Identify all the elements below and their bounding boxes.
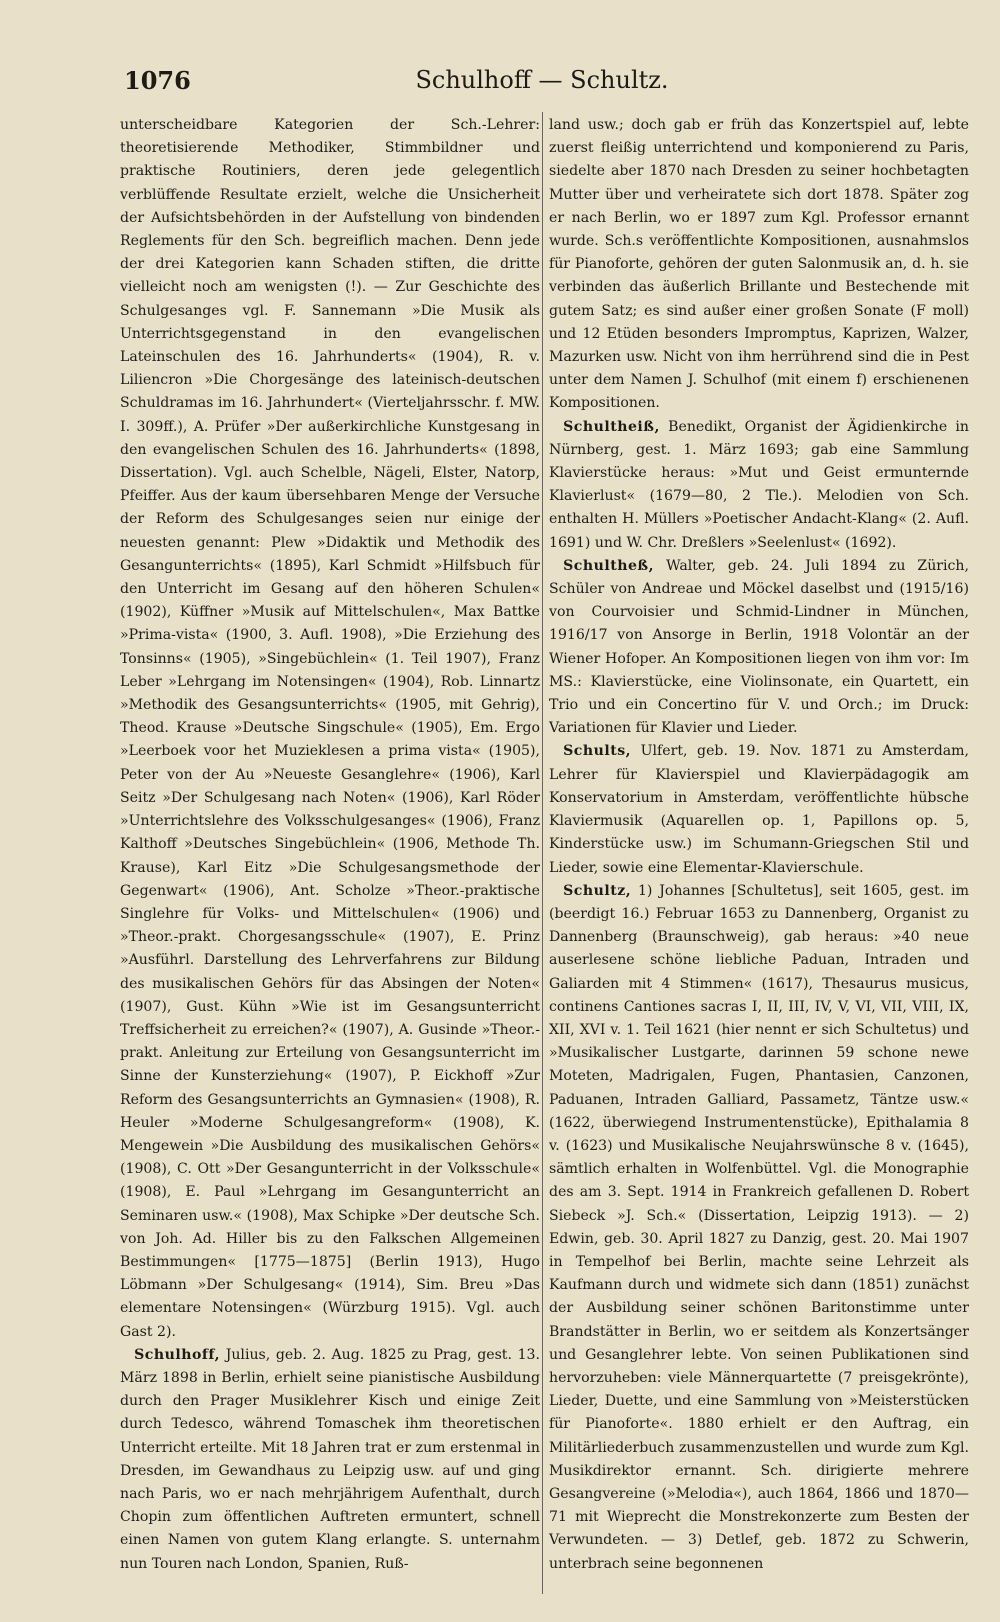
schulgesang-continuation: unterscheidbare Kategorien der Sch.-Lehrer: theoretisierende Methodiker, Stimmbildner und praktische Routiniers, deren jede gelegentlich verblüffende Resultate erzielt, welche die Unsicherheit der Aufsichtsbehörden in der Aufstellung von bindenden Reglements für den Sch. begreiflich machen. Denn jede der drei Kategorien kann Schaden stiften, die dritte vielleicht noch am wenigsten (!). — Zur Geschichte des Schulgesanges vgl. F. Sannemann »Die Musik als Unterrichtsgegenstand in den evangelischen Lateinschulen des 16. Jahrhunderts« (1904), R. v. Liliencron »Die Chorgesänge des lateinisch-deutschen Schuldramas im 16. Jahrhundert« (Vierteljahrsschr. f. MW. I. 309ff.), A. Prüfer »Der außerkirchliche Kunstgesang in den evangelischen Schulen des 16. Jahrhunderts« (1898, Dissertation). Vgl. auch Schelble, Nägeli, Elster, Natorp, Pfeiffer. Aus der kaum übersehbaren Menge der Versuche der Reform des Schulgesanges seien nur einige der neuesten genannt: Plew »Didaktik und Methodik des Gesangunterrichts« (1895), Karl Schmidt »Hilfsbuch für den Unterricht im Gesang auf den höheren Schulen« (1902), Küffner »Musik auf Mittelschulen«, Max Battke »Prima-vista« (1900, 3. Aufl. 1908), »Die Erziehung des Tonsinns« (1905), »Singebüchlein« (1. Teil 1907), Franz Leber »Lehrgang im Notensingen« (1904), Rob. Linnartz »Methodik des Gesangsunterrichts« (1905, mit Gehrig), Theod. Krause »Deutsche Singschule« (1905), Em. Ergo »Leerboek voor het Muzieklesen a prima vista« (1905), Peter von der Au »Neueste Gesanglehre« (1906), Karl Seitz »Der Schulgesang nach Noten« (1906), Karl Röder »Unterrichtslehre des Volksschulgesanges« (1906), Franz Kalthoff »Deutsches Singebüchlein« (1906, Methode Th. Krause), Karl Eitz »Die Schulgesangsmethode der Gegenwart« (1906), Ant. Scholze »Theor.-praktische Singlehre für Volks- und Mittelschulen« (1906) und »Theor.-prakt. Chorgesangsschule« (1907), E. Prinz »Ausführl. Darstellung des Lehrverfahrens zur Bildung des musikalischen Gehörs für das Absingen der Noten« (1907), Gust. Kühn »Wie ist im Gesangsunterricht Treffsicherheit zu erreichen?« (1907), A. Gusinde »Theor.-prakt. Anleitung zur Erteilung von Gesangsunterricht im Sinne der Kunsterziehung« (1907), P. Eickhoff »Zur Reform des Gesangsunterrichts an Gymnasien« (1908), R. Heuler »Moderne Schulgesangreform« (1908), K. Mengewein »Die Ausbildung des musikalischen Gehörs« (1908), C. Ott »Der Gesangunterricht in der Volksschule« (1908), E. Paul »Lehrgang im Gesangunterricht an Seminaren usw.« (1908), Max Schipke »Der deutsche Sch. von Joh. Ad. Hiller bis zu den Falkschen Allgemeinen Bestimmungen« [1775—1875] (Berlin 1913), Hugo Löbmann »Der Schulgesang« (1914), Sim. Breu »Das elementare Notensingen« (Würzburg 1915). Vgl. auch Gast 2).: [120, 117, 540, 1340]
entry-text: Benedikt, Organist der Ägidienkirche in Nürnberg, gest. 1. März 1693; gab eine Sammlung Klavierstücke heraus: »Mut und Geist ermunternde Klavierlust« (1679—80, 2 Tle.). Melodien von Sch. enthalten H. Müllers »Poetischer Andacht-Klang« (2. Aufl. 1691) und W. Chr. Dreßlers »Seelenlust« (1692).: [549, 418, 969, 551]
left-column: [120, 114, 540, 1576]
entry-text: 1) Johannes [Schultetus], seit 1605, gest. im (beerdigt 16.) Februar 1653 zu Dannenberg, Organist zu Dannenberg (Braunschweig), gab heraus: »40 neue auserlesene schöne liebliche Paduan, Intraden und Galiarden mit 4 Stimmen« (1617), Thesaurus musicus, continens Cantiones sacras I, II, III, IV, V, VI, VII, VIII, IX, XII, XVI v. 1. Teil 1621 (hier nennt er sich Schultetus) und »Musikalischer Lustgarte, darinnen 59 schone newe Moteten, Madrigalen, Fugen, Phantasien, Canzonen, Paduanen, Intraden Galliard, Passametz, Täntze usw.« (1622, überwiegend Instrumentenstücke), Epithalamia 8 v. (1623) und Musikalische Neujahrswünsche 8 v. (1645), sämtlich erhalten in Wolfenbüttel. Vgl. die Monographie des am 3. Sept. 1914 in Frankreich gefallenen D. Robert Siebeck »J. Sch.« (Dissertation, Leipzig 1913). — 2) Edwin, geb. 30. April 1827 zu Danzig, gest. 20. Mai 1907 in Tempelhof bei Berlin, machte seine Lehrzeit als Kaufmann durch und widmete sich dann (1851) zunächst der Ausbildung seiner schönen Baritonstimme unter Brandstätter in Berlin, wo er seitdem als Konzertsänger und Gesanglehrer lebte. Von seinen Publikationen sind hervorzuheben: viele Männerquartette (7 preisgekrönte), Lieder, Duette, und eine Sammlung von »Meisterstücken für Pianoforte«. 1880 erhielt er den Auftrag, ein Militärliederbuch zusammenzustellen und wurde zum Kgl. Musikdirektor ernannt. Sch. dirigierte mehrere Gesangvereine (»Melodia«), auch 1864, 1866 und 1870—71 mit Wieprecht die Monstrekonzerte zum Besten der Verwundeten. — 3) Detlef, geb. 1872 zu Schwerin, unterbrach seine begonnenen: [549, 882, 969, 1572]
entry-text: Walter, geb. 24. Juli 1894 zu Zürich, Schüler von Andreae und Möckel daselbst und (1915/16) von Courvoisier und Schmid-Lindner in München, 1916/17 von Ansorge in Berlin, 1918 Volontär an der Wiener Hofoper. An Kompositionen liegen von ihm vor: Im MS.: Klavierstücke, eine Violinsonate, ein Quartett, ein Trio und ein Concertino für V. und Orch.; im Druck: Variationen für Klavier und Lieder.: [549, 557, 969, 737]
entry-text: Ulfert, geb. 19. Nov. 1871 zu Amsterdam, Lehrer für Klavierspiel und Klavierpädagogik am Konservatorium in Amsterdam, veröffentlichte hübsche Klaviermusik (Aquarellen op. 1, Papillons op. 5, Kinderstücke usw.) im Schumann-Griegschen Stil und Lieder, sowie eine Elementar-Klavierschule.: [549, 743, 969, 876]
entry-headword: Schultheiß,: [563, 418, 660, 435]
page-header: [118, 66, 966, 100]
entry-text: Julius, geb. 2. Aug. 1825 zu Prag, gest. 13. März 1898 in Berlin, erhielt seine pianistische Ausbildung durch den Prager Musiklehrer Kisch und einige Zeit durch Tedesco, während Tomaschek ihm theoretischen Unterricht erteilte. Mit 18 Jahren trat er zum erstenmal in Dresden, im Gewandhaus zu Leipzig usw. auf und ging nach Paris, wo er nach mehrjährigem Aufenthalt, durch Chopin zum öffentlichen Auftreten ermuntert, schnell einen Namen von gutem Klang erlangte. S. unternahm nun Touren nach London, Spanien, Ruß-: [120, 1346, 540, 1572]
entry-schulthess-walter: [549, 555, 969, 741]
running-head: Schulhoff — Schultz.: [415, 66, 669, 94]
schulhoff-continuation: land usw.; doch gab er früh das Konzertspiel auf, lebte zuerst fleißig unterrichtend und komponierend zu Paris, siedelte aber 1870 nach Dresden zu seiner hochbetagten Mutter über und verheiratete sich dort 1878. Später zog er nach Berlin, wo er 1897 zum Kgl. Professor ernannt wurde. Sch.s veröffentlichte Kompositionen, ausnahmslos für Pianoforte, gehören der guten Salonmusik an, d. h. sie verbinden das äußerlich Brillante und Bestechende mit gutem Satz; es sind außer einer großen Sonate (F moll) und 12 Etüden besonders Impromptus, Kaprizen, Walzer, Mazurken usw. Nicht von ihm herrührend sind die in Pest unter dem Namen J. Schulhof (mit einem f) erschienenen Kompositionen.: [549, 117, 969, 412]
page-number: 1076: [124, 66, 191, 95]
entry-headword: Schulhoff,: [134, 1346, 221, 1363]
entry-schults-ulfert: [549, 740, 969, 879]
entry-schultz: [549, 880, 969, 1576]
entry-headword: Schultz,: [563, 882, 632, 899]
entry-headword: Schults,: [563, 743, 632, 760]
entry-headword: Schultheß,: [563, 557, 655, 574]
entry-schultheiss-benedikt: [549, 416, 969, 555]
column-divider: [542, 112, 543, 1594]
entry-schulhoff: [120, 1344, 540, 1576]
right-column: [549, 114, 969, 1576]
